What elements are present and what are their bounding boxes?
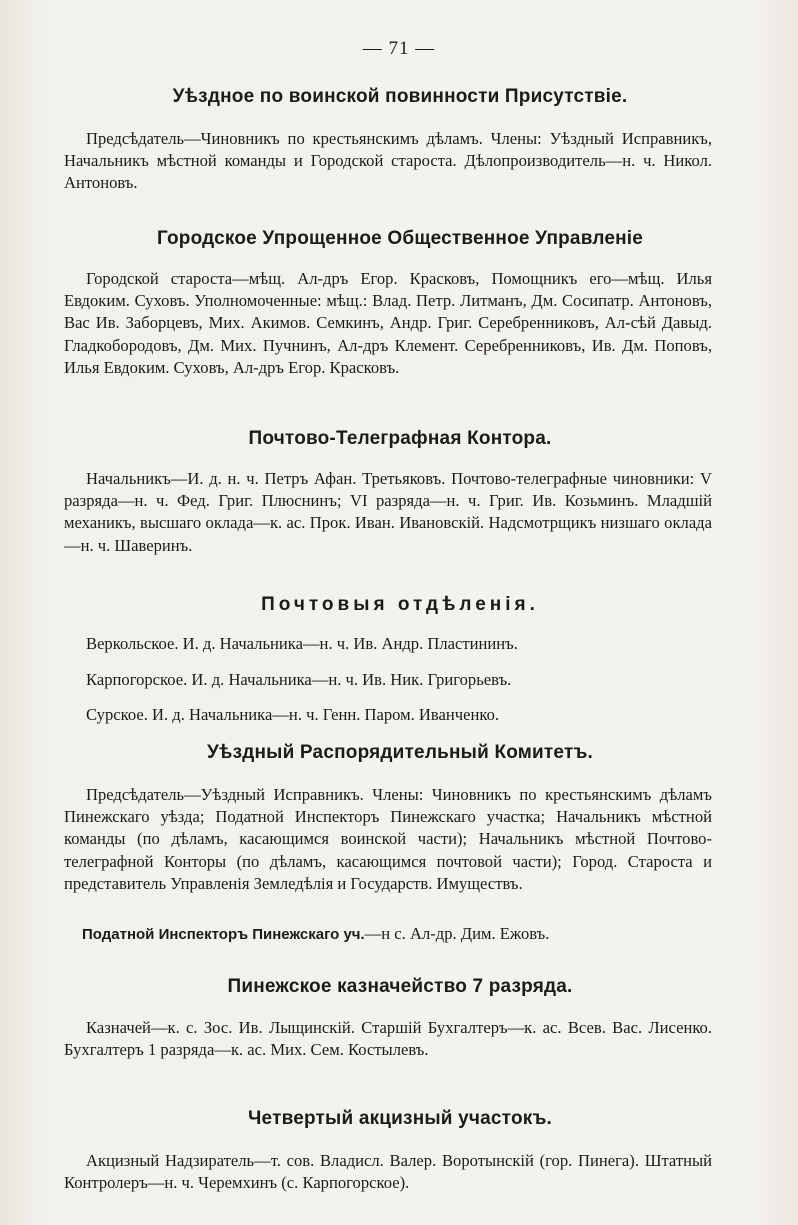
heading-excise-district: Четвертый акцизный участокъ.: [248, 1108, 552, 1129]
post-branch-line-sura: Сурское. И. д. Начальника—н. ч. Генн. Паром. Иванченко.: [86, 705, 500, 724]
paragraph-district-committee: Предсѣдатель—Уѣздный Исправникъ. Члены: Чиновникъ по крестьянскимъ дѣламъ Пинежскаго уѣзда; Податной Инспекторъ Пинежскаго участка; Начальникъ мѣстной команды (по дѣламъ, касающимся воинской части); Начальникъ мѣстной Почтово-телеграфной Конторы (по дѣламъ, касающимся почтовой части); Город. Староста и представитель Управленія Земледѣлія и Государств. Имуществъ.: [64, 785, 712, 893]
post-branch-line-karpogory: Карпогорское. И. д. Начальника—н. ч. Ив. Ник. Григорьевъ.: [86, 670, 512, 689]
paragraph-excise-district: Акцизный Надзиратель—т. сов. Владисл. Валер. Воротынскій (гор. Пинега). Штатный Контролеръ—н. ч. Черемхинъ (с. Карпогорское).: [64, 1151, 712, 1193]
heading-city-administration: Городское Упрощенное Общественное Управленіе: [156, 228, 644, 249]
heading-post-telegraph-office: Почтово-Телеграфная Контора.: [248, 428, 552, 449]
heading-district-committee: Уѣздный Распорядительный Комитетъ.: [207, 742, 593, 763]
heading-treasury: Пинежское казначейство 7 разряда.: [227, 976, 573, 997]
paragraph-tax-inspector: [64, 923, 712, 946]
heading-post-branches: Почтовыя отдѣленія.: [261, 594, 539, 615]
post-branch-line-verkola: Веркольское. И. д. Начальника—н. ч. Ив. Андр. Пластининъ.: [86, 634, 518, 653]
paragraph-military-presence: Предсѣдатель—Чиновникъ по крестьянскимъ дѣламъ. Члены: Уѣздный Исправникъ, Начальникъ мѣстной команды и Городской староста. Дѣлопроизводитель—н. ч. Никол. Антоновъ.: [64, 129, 712, 193]
heading-military-presence: Уѣздное по воинской повинности Присутствіе.: [172, 86, 628, 107]
tax-inspector-heading: Податной Инспекторъ Пинежскаго уч.: [82, 926, 365, 943]
paragraph-city-administration: Городской староста—мѣщ. Ал-дръ Егор. Красковъ, Помощникъ его—мѣщ. Илья Евдоким. Суховъ. Уполномоченные: мѣщ.: Влад. Петр. Литманъ, Дм. Сосипатр. Антоновъ, Вас Ив. Заборцевъ, Мих. Акимов. Семкинъ, Андр. Григ. Серебренниковъ, Ал-сѣй Давыд. Гладкобородовъ, Дм. Мих. Пучнинъ, Ал-дръ Клемент. Серебренниковъ, Ив. Дм. Поповъ, Илья Евдоким. Суховъ, Ал-дръ Егор. Красковъ.: [64, 269, 712, 377]
paragraph-post-telegraph-office: Начальникъ—И. д. н. ч. Петръ Афан. Третьяковъ. Почтово-телеграфные чиновники: V разряда—н. ч. Фед. Григ. Плюснинъ; VI разряда—н. ч. Григ. Ив. Козьминъ. Младшій механикъ, высшаго оклада—к. ас. Прок. Иван. Ивановскій. Надсмотрщикъ низшаго оклада—н. ч. Шаверинъ.: [64, 469, 712, 555]
page-number: — 71 —: [362, 38, 436, 59]
paragraph-treasury: Казначей—к. с. Зос. Ив. Лыщинскій. Старшій Бухгалтеръ—к. ас. Всев. Вас. Лисенко. Бухгалтеръ 1 разряда—к. ас. Мих. Сем. Костылевъ.: [64, 1018, 712, 1060]
tax-inspector-text: —н с. Ал-др. Дим. Ежовъ.: [364, 924, 550, 943]
